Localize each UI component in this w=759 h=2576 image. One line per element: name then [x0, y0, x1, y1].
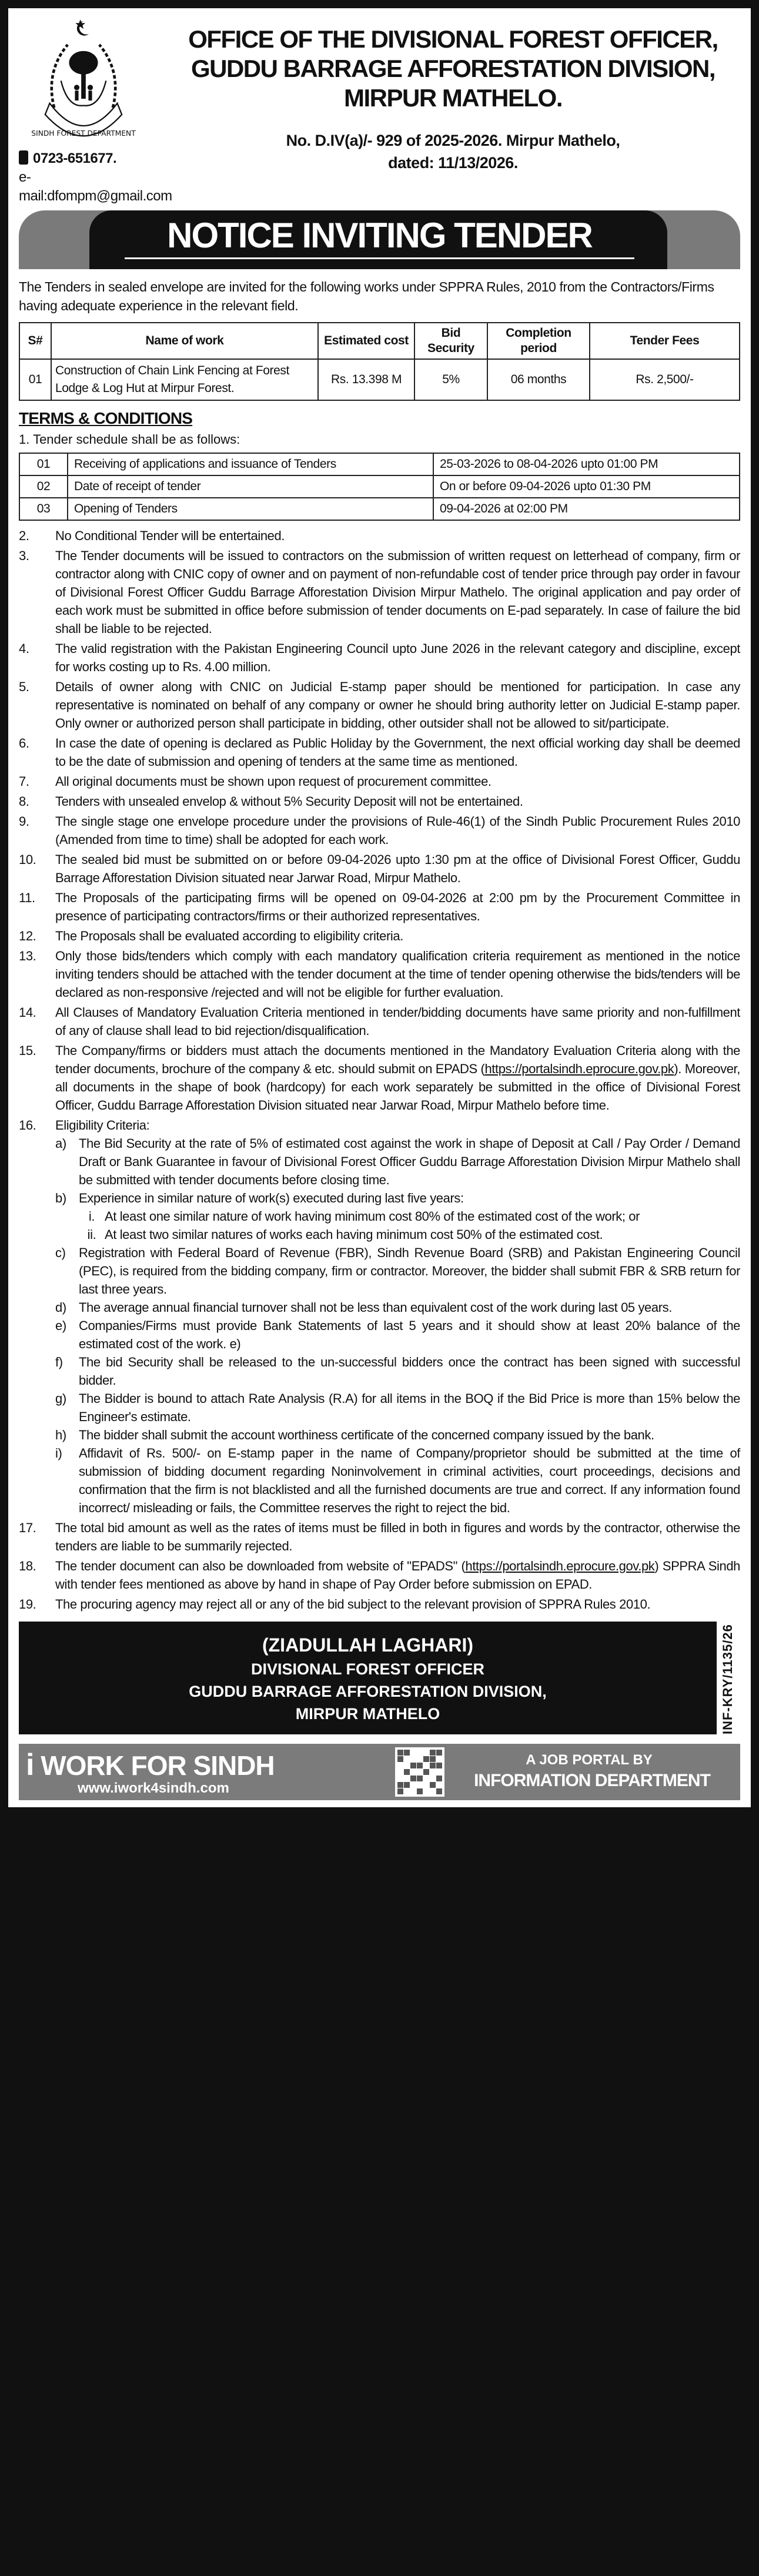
qr-module — [397, 1788, 403, 1794]
clause-text: The total bid amount as well as the rates of items must be filled in both in figures and words by the contractor, otherwise the tenders are liable to be summarily rejected. — [55, 1520, 740, 1553]
clause-number: 4. — [19, 641, 29, 656]
schedule-intro: 1. Tender schedule shall be as follows: — [19, 432, 240, 447]
eligibility-item — [55, 1244, 740, 1298]
clause-text: The Proposals shall be evaluated according to eligibility criteria. — [55, 929, 403, 943]
eligibility-item — [55, 1134, 740, 1189]
eligibility-label: a) — [55, 1136, 66, 1151]
clause-text: ) SPPRA Sindh with tender fees mentioned as above by hand in shape of Pay Order before submission on EPAD. — [55, 1559, 740, 1592]
qr-module — [404, 1782, 410, 1788]
officer-designation: DIVISIONAL FOREST OFFICER — [250, 1660, 485, 1678]
clause-18 — [19, 1557, 740, 1593]
qr-module — [436, 1763, 442, 1768]
cell-tender-fees: Rs. 2,500/- — [590, 359, 740, 400]
clause-item — [19, 547, 740, 638]
clause-text: The valid registration with the Pakistan Engineering Council upto June 2026 in the relevant category and discipline, except for works costing up to Rs. 4.00 million. — [55, 641, 740, 674]
clause-item — [19, 792, 740, 810]
qr-module — [423, 1756, 429, 1762]
qr-module — [423, 1769, 429, 1775]
qr-module — [436, 1788, 442, 1794]
clause-number: 19. — [19, 1597, 36, 1612]
clause-text: No Conditional Tender will be entertained. — [55, 528, 285, 543]
schedule-date: 09-04-2026 at 02:00 PM — [433, 498, 740, 520]
officer-name: (ZIADULLAH LAGHARI) — [262, 1634, 474, 1656]
qr-module — [417, 1788, 423, 1794]
cell-estimated-cost: Rs. 13.398 M — [318, 359, 414, 400]
portal-url[interactable]: www.iwork4sindh.com — [78, 1780, 229, 1796]
eligibility-subitem-label: ii. — [87, 1227, 96, 1242]
inf-code: INF-KRY/1135/26 — [720, 1624, 735, 1734]
clause-number: 13. — [19, 949, 36, 963]
portal-brand-name: WORK FOR SINDH — [41, 1750, 275, 1781]
clause-item — [19, 527, 740, 545]
eligibility-subitem — [79, 1225, 740, 1244]
reference-block — [166, 129, 740, 174]
intro-paragraph: The Tenders in sealed envelope are invited for the following works under SPPRA Rules, 2010 from the Contractors/Firms having adequate experience in the relevant field. — [19, 279, 714, 313]
iwork4sindh-footer — [19, 1744, 740, 1800]
qr-module — [417, 1763, 423, 1768]
eligibility-body — [79, 1444, 740, 1517]
clause-text: Tenders with unsealed envelop & without 5% Security Deposit will not be entertained. — [55, 794, 523, 809]
logo-text: SINDH FOREST DEPARTMENT — [31, 129, 136, 138]
header-left — [19, 18, 172, 206]
eligibility-list — [55, 1134, 740, 1517]
works-table-header — [19, 323, 740, 359]
cell-completion-period: 06 months — [487, 359, 590, 400]
eligibility-text: The Bidder is bound to attach Rate Analysis (R.A) for all items in the BOQ if the Bid Price is more than 15% below the Engineer's estimate. — [79, 1391, 740, 1424]
qr-code-icon — [395, 1747, 444, 1797]
eligibility-text: Affidavit of Rs. 500/- on E-stamp paper in the name of Company/proprietor should be submitted at the time of submission of bidding document regarding Noninvolvement in criminal activities, court proceedings, decisions and confirmation that the firm is not blacklisted and all the furnished documents are true and correct. If any information found incorrect/ misleading or fails, the Committee reserves the right to reject the bid. — [79, 1446, 740, 1515]
eligibility-label: h) — [55, 1428, 66, 1442]
office-title-line: MIRPUR MATHELO. — [343, 84, 563, 112]
clause-text: The Tender documents will be issued to contractors on the submission of written request on letterhead of company, firm or contractor along with CNIC copy of owner and on payment of non-refundable cost of tender price through pay order in favour of Divisional Forest Officer Guddu Barrage Afforestation Division Mirpur Mathelo. The original application and pay order of each work must be submitted in office before submission of tender documents on E-pad separately. In case of failure the bid shall be liable to be rejected. — [55, 548, 740, 636]
eligibility-label: g) — [55, 1391, 66, 1406]
banner-title: NOTICE INVITING TENDER — [167, 216, 592, 255]
clause-text: The tender document can also be downloaded from website of "EPADS" ( — [55, 1559, 466, 1573]
cell-bid-security: 5% — [414, 359, 487, 400]
clause-number: 2. — [19, 528, 29, 543]
clause-item — [19, 812, 740, 849]
eligibility-body — [79, 1189, 740, 1244]
eligibility-subitem-text: At least two similar natures of works each having minimum cost 50% of the estimated cost. — [105, 1227, 603, 1242]
eligibility-item — [55, 1389, 740, 1426]
clause-number: 17. — [19, 1520, 36, 1535]
qr-module — [397, 1750, 403, 1756]
office-title — [166, 25, 740, 113]
col-bid-security: Bid Security — [414, 323, 487, 359]
clause-item — [19, 889, 740, 925]
eligibility-text: The average annual financial turnover shall not be less than equivalent cost of the work during last 05 years. — [79, 1300, 672, 1315]
eligibility-subitem — [79, 1207, 740, 1225]
clause-text: Only those bids/tenders which comply with each mandatory qualification criteria requirement as mentioned in the notice inviting tenders should be attached with the tender document at the time of tender opening otherwise the bids/tenders will be declared as non-responsive /rejected and will not be eligible for further evaluation. — [55, 949, 740, 1000]
qr-module — [430, 1750, 436, 1756]
sindh-forest-department-logo — [25, 18, 142, 153]
reference-number: No. D.IV(a)/- 929 of 2025-2026. Mirpur Mathelo, — [286, 132, 620, 149]
col-completion-period: Completion period — [487, 323, 590, 359]
qr-module — [417, 1776, 423, 1781]
clause-item — [19, 947, 740, 1001]
clause-number: 14. — [19, 1005, 36, 1020]
schedule-number: 03 — [19, 498, 68, 520]
qr-module — [397, 1756, 403, 1762]
eligibility-item — [55, 1444, 740, 1517]
clause-text: In case the date of opening is declared as Public Holiday by the Government, the next official working day shall be deemed to be the date of submission and opening of tenders at the same time as mentioned. — [55, 736, 740, 769]
cell-name-of-work: Construction of Chain Link Fencing at Forest Lodge & Log Hut at Mirpur Forest. — [51, 359, 318, 400]
eligibility-body — [79, 1389, 740, 1426]
schedule-activity: Date of receipt of tender — [68, 475, 433, 498]
schedule-date: On or before 09-04-2026 upto 01:30 PM — [433, 475, 740, 498]
table-row — [19, 475, 740, 498]
eligibility-item — [55, 1298, 740, 1317]
eligibility-text: Experience in similar nature of work(s) executed during last five years: — [79, 1191, 464, 1205]
clause-number: 8. — [19, 794, 29, 809]
eligibility-body — [79, 1426, 740, 1444]
eligibility-label: f) — [55, 1355, 63, 1369]
title-banner — [19, 210, 740, 269]
terms-clauses — [19, 527, 740, 1613]
clause-19 — [19, 1595, 740, 1613]
col-tender-fees: Tender Fees — [590, 323, 740, 359]
eligibility-subitem-text: At least one similar nature of work having minimum cost 80% of the estimated cost of the work; or — [105, 1209, 640, 1224]
schedule-activity: Opening of Tenders — [68, 498, 433, 520]
eligibility-text: Companies/Firms must provide Bank Statements of last 5 years and it should show at least 20% balance of the estimated cost of the work. e) — [79, 1318, 740, 1351]
eligibility-body — [79, 1244, 740, 1298]
clause-number: 11. — [19, 890, 35, 905]
table-row — [19, 498, 740, 520]
clause-text: All original documents must be shown upon request of procurement committee. — [55, 774, 491, 789]
eligibility-body — [79, 1134, 740, 1189]
eligibility-label: b) — [55, 1191, 66, 1205]
eligibility-text: The bid Security shall be released to the un-successful bidders once the contract has been signed with successful bidder. — [79, 1355, 740, 1388]
qr-module — [404, 1750, 410, 1756]
officer-location: MIRPUR MATHELO — [295, 1705, 440, 1723]
clause-number: 12. — [19, 929, 36, 943]
eligibility-item — [55, 1426, 740, 1444]
eligibility-subitem-label: i. — [88, 1209, 95, 1224]
qr-module — [404, 1769, 410, 1775]
clause-17 — [19, 1519, 740, 1555]
table-row — [19, 359, 740, 400]
office-title-line: GUDDU BARRAGE AFFORESTATION DIVISION, — [190, 55, 715, 82]
clause-text: The sealed bid must be submitted on or before 09-04-2026 upto 1:30 pm at the office of Divisional Forest Officer, Guddu Barrage Afforestation Division situated near Jarwar Road, Mirpur Mathelo. — [55, 852, 740, 885]
inf-column — [717, 1622, 740, 1734]
clause-list — [19, 527, 740, 1040]
eligibility-body — [79, 1353, 740, 1389]
clause-number: 7. — [19, 774, 29, 789]
col-estimated-cost: Estimated cost — [318, 323, 414, 359]
clause-item — [19, 734, 740, 771]
eligibility-label: i) — [55, 1446, 62, 1460]
clause-text: The single stage one envelope procedure under the provisions of Rule-46(1) of the Sindh Public Procurement Rules 2010 (Amended from time to time) shall be adopted for each work. — [55, 814, 740, 847]
clause-text: ). Moreover, all documents in the shape of book (hardcopy) for each work separately be submitted in the office of Divisional Forest Officer, Guddu Barrage Afforestation Division situated near Jarwar Road, Mirpur Mathelo before time. — [55, 1061, 740, 1113]
eligibility-label: c) — [55, 1245, 66, 1260]
clause-number: 16. — [19, 1118, 36, 1133]
notice-date: dated: 11/13/2026. — [388, 154, 518, 172]
email-address: e-mail:dfompm@gmail.com — [19, 169, 172, 204]
eligibility-item — [55, 1189, 740, 1244]
clause-number: 5. — [19, 679, 29, 694]
clause-item — [19, 678, 740, 732]
eligibility-body — [79, 1298, 740, 1317]
clause-text: The procuring agency may reject all or any of the bid subject to the relevant provision of SPPRA Rules 2010. — [55, 1597, 651, 1612]
schedule-number: 02 — [19, 475, 68, 498]
col-name-of-work: Name of work — [51, 323, 318, 359]
schedule-table — [19, 453, 740, 521]
eligibility-text: The bidder shall submit the account worthiness certificate of the concerned company issued by the bank. — [79, 1428, 654, 1442]
clause-15 — [19, 1041, 740, 1114]
office-title-line: OFFICE OF THE DIVISIONAL FOREST OFFICER, — [188, 25, 718, 53]
col-serial: S# — [19, 323, 51, 359]
portal-department: INFORMATION DEPARTMENT — [474, 1771, 710, 1790]
clause-number: 9. — [19, 814, 29, 829]
clause-number: 10. — [19, 852, 36, 867]
epads-link[interactable]: https://portalsindh.eprocure.gov.pk — [465, 1559, 655, 1573]
table-row — [19, 453, 740, 475]
eligibility-label: e) — [55, 1318, 66, 1333]
clause-item — [19, 850, 740, 887]
portal-brand-i: i — [26, 1748, 34, 1782]
clause-number: 6. — [19, 736, 29, 751]
clause-text: All Clauses of Mandatory Evaluation Criteria mentioned in tender/bidding documents have same priority and non-fulfillment of any of clause shall lead to bid rejection/disqualification. — [55, 1005, 740, 1038]
eligibility-title: Eligibility Criteria: — [55, 1118, 150, 1133]
clause-text: The Company/firms or bidders must attach the documents mentioned in the Mandatory Evaluation Criteria along with the tender documents, brochure of the company & etc. should submit on EPADS ( — [55, 1043, 740, 1076]
clause-item — [19, 772, 740, 790]
qr-module — [436, 1776, 442, 1781]
schedule-number: 01 — [19, 453, 68, 475]
clause-item — [19, 1003, 740, 1040]
clause-number: 15. — [19, 1043, 36, 1058]
header — [19, 18, 740, 206]
emblem-icon — [25, 18, 142, 153]
clause-text: Details of owner along with CNIC on Judicial E-stamp paper should be mentioned for participation. In case any representative is nominated on behalf of any company or owner he should bring authority letter on Judicial E-stamp paper. Only owner or authorized person shall participate in bidding, other outsider shall not be allowed to sit/participate. — [55, 679, 740, 731]
schedule-date: 25-03-2026 to 08-04-2026 upto 01:00 PM — [433, 453, 740, 475]
signature-row — [19, 1622, 740, 1734]
portal-by-label: A JOB PORTAL BY — [526, 1752, 653, 1768]
telephone-icon — [19, 150, 28, 165]
qr-module — [410, 1763, 416, 1768]
qr-module — [397, 1782, 403, 1788]
contact-block — [19, 149, 172, 206]
eligibility-text: Registration with Federal Board of Revenue (FBR), Sindh Revenue Board (SRB) and Pakistan Engineering Council (PEC), is required from the bidding company, firm or contractor. Moreover, the bidder shall submit FBR & SRB return for last three years. — [79, 1245, 740, 1297]
epads-link[interactable]: https://portalsindh.eprocure.gov.pk — [484, 1061, 674, 1076]
notice-paper — [8, 8, 751, 1807]
eligibility-text: The Bid Security at the rate of 5% of estimated cost against the work in shape of Deposit at Call / Pay Order / Demand Draft or Bank Guarantee in favour of Divisional Forest Officer Guddu Barrage Afforestation Division Mirpur Mathelo shall be submitted with tender documents before closing time. — [79, 1136, 740, 1187]
clause-number: 18. — [19, 1559, 36, 1573]
qr-module — [410, 1776, 416, 1781]
qr-module — [430, 1756, 436, 1762]
qr-module — [436, 1750, 442, 1756]
clause-16 — [19, 1116, 740, 1517]
qr-module — [430, 1782, 436, 1788]
officer-division: GUDDU BARRAGE AFFORESTATION DIVISION, — [189, 1683, 547, 1700]
clause-number: 3. — [19, 548, 29, 563]
portal-brand — [26, 1747, 275, 1783]
eligibility-item — [55, 1353, 740, 1389]
phone-number: 0723-651677. — [33, 150, 117, 166]
clause-item — [19, 639, 740, 676]
terms-heading: TERMS & CONDITIONS — [19, 409, 193, 427]
qr-module — [430, 1763, 436, 1768]
banner-underline — [125, 257, 634, 259]
signature-block — [19, 1622, 717, 1734]
eligibility-item — [55, 1317, 740, 1353]
header-right — [166, 18, 740, 174]
works-table — [19, 322, 740, 401]
cell-serial: 01 — [19, 359, 51, 400]
eligibility-label: d) — [55, 1300, 66, 1315]
eligibility-body — [79, 1317, 740, 1353]
schedule-activity: Receiving of applications and issuance of Tenders — [68, 453, 433, 475]
clause-item — [19, 927, 740, 945]
clause-text: The Proposals of the participating firms will be opened on 09-04-2026 at 2:00 pm by the Procurement Committee in presence of participating contractors/firms or their authorized representatives. — [55, 890, 740, 923]
